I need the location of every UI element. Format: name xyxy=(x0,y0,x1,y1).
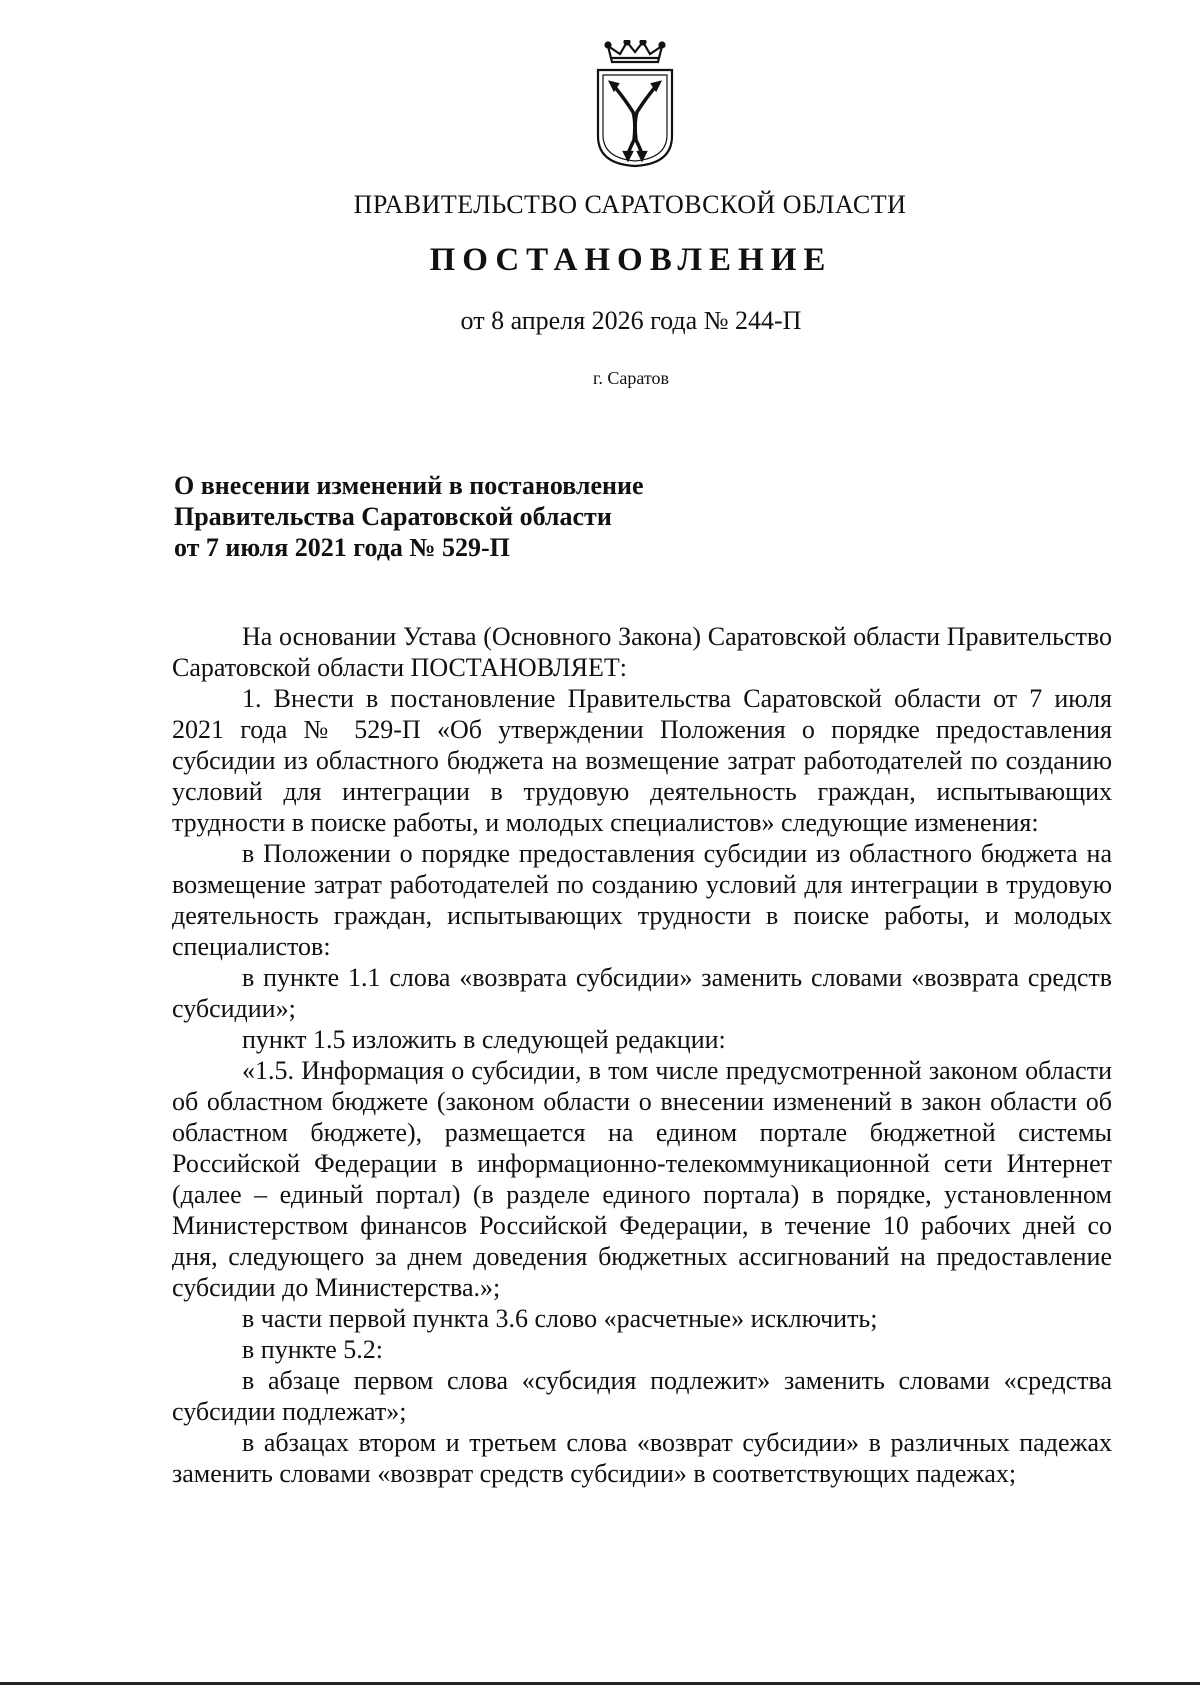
body-paragraph: в Положении о порядке предоставления субсидии из областного бюджета на возмещение затрат работодателей по созданию условий для интеграции в трудовую деятельность граждан, испытывающих трудности в поиске работы, и молодых специалистов: xyxy=(172,839,1112,961)
body-paragraph: в части первой пункта 3.6 слово «расчетные» исключить; xyxy=(242,1304,878,1333)
title-line: от 7 июля 2021 года № 529-П xyxy=(174,533,510,562)
body-paragraph: в пункте 1.1 слова «возврата субсидии» заменить словами «возврата средств субсидии»; xyxy=(172,963,1112,1023)
body-paragraph: в пункте 5.2: xyxy=(242,1335,384,1364)
body-paragraph: «1.5. Информация о субсидии, в том числе предусмотренной законом области об областном бюджете (законом области о внесении изменений в закон области об областном бюджете), размещается на едином портале бюджетной системы Российской Федерации в информационно-телекоммуникационной сети Интернет (далее – единый портал) (в разделе единого портала) в порядке, установленном Министерством финансов Российской Федерации, в течение 10 рабочих дней со дня, следующего за днем доведения бюджетных ассигнований на предоставление субсидии до Министерства.»; xyxy=(172,1056,1112,1302)
body-paragraph: 1. Внести в постановление Правительства Саратовской области от 7 июля 2021 года № 529-П «Об утверждении Положения о порядке предоставления субсидии из областного бюджета на возмещение затрат работодателей по созданию условий для интеграции в трудовую деятельность граждан, испытывающих трудности в поиске работы, и молодых специалистов» следующие изменения: xyxy=(172,684,1112,837)
document-body xyxy=(172,621,1112,1489)
title-line: Правительства Саратовской области xyxy=(174,502,612,531)
document-type: ПОСТАНОВЛЕНИЕ xyxy=(429,242,833,278)
body-paragraph: пункт 1.5 изложить в следующей редакции: xyxy=(242,1025,726,1054)
document-city: г. Саратов xyxy=(593,368,669,388)
government-name: ПРАВИТЕЛЬСТВО САРАТОВСКОЙ ОБЛАСТИ xyxy=(353,190,907,219)
saratov-coat-of-arms-icon xyxy=(590,40,680,168)
document-title xyxy=(174,470,774,563)
scan-edge-line xyxy=(0,1682,1200,1685)
title-line: О внесении изменений в постановление xyxy=(174,471,644,500)
body-paragraph: На основании Устава (Основного Закона) Саратовской области Правительство Саратовской области ПОСТАНОВЛЯЕТ: xyxy=(172,622,1112,682)
body-paragraph: в абзацах втором и третьем слова «возврат субсидии» в различных падежах заменить словами «возврат средств субсидии» в соответствующих падежах; xyxy=(172,1428,1112,1488)
document-date-number: от 8 апреля 2026 года № 244-П xyxy=(460,306,802,335)
body-paragraph: в абзаце первом слова «субсидия подлежит» заменить словами «средства субсидии подлежат»; xyxy=(172,1366,1112,1426)
